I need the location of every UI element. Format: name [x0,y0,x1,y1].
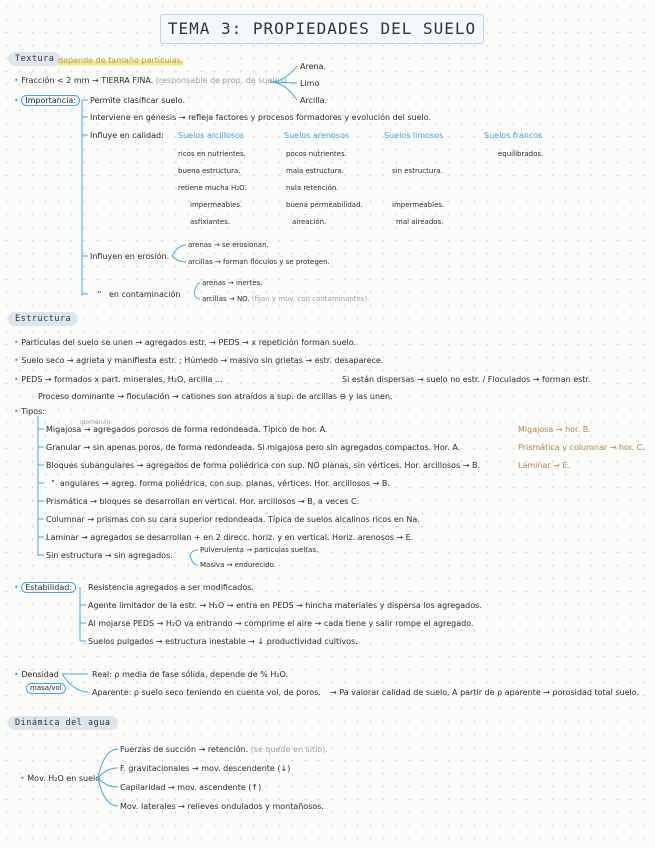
fraccion-label: Fracción < 2 mm [21,76,90,85]
influye-label: Influye en calidad: [90,131,164,140]
importancia-item-2: Interviene en génesis → refleja factores y procesos formadores y evolución del suelo. [90,113,432,122]
densidad-aparente-right: → Pa valorar calidad de suelo. A partir de ρ aparente → porosidad total suelo. [330,688,640,697]
importancia-item-1: Permite clasificar suelo. [90,96,185,105]
francos-1: equilibrados. [498,150,544,158]
contaminacion-2 [202,295,369,304]
col-head-arenosos: Suelos arenosos [284,131,350,140]
estabilidad-2: Agente limitador de la estr. → H₂O → entra en PEDS → hincha materiales y dispersa los agregados. [88,601,482,610]
section-header-textura: Textura [8,52,61,66]
sin-estructura-2: Masiva → endurecido. [200,561,276,569]
arenosos-1: pocos nutrientes. [286,150,347,158]
textura-note: depende de tamaño partículas. [58,56,184,65]
contaminacion-2-note: (fijan y mov. con contaminantes). [251,295,370,303]
tipo-granular: Granular → sin apenas poros, de forma redondeada. Si migajosa pero sin agregados compactos. Hor. A. [46,443,461,452]
estructura-l2-text: Suelo seco → agrieta y manifiesta estr. ; Húmedo → masivo sin grietas → estr. desaparece. [21,356,384,365]
dinamica-item-3: Capilaridad → mov. ascendente (↑) [120,783,262,792]
tipo-angulares: " angulares → agreg. forma poliédrica, con sup. planas, vértices. Hor. arcillosos → B. [46,479,390,488]
col-head-limosos: Suelos limosos [384,131,444,140]
section-header-dinamica: Dinámica del agua [8,716,118,730]
col-head-arcillosos: Suelos arcillosos [178,131,245,140]
section-header-estructura: Estructura [8,312,78,326]
tipo-migajosa: Migajosa → agregados porosos de forma redondeada. Típico de hor. A. [46,425,328,434]
tipo-sin-estructura: Sin estructura → sin agregados. [46,551,173,560]
estructura-line-4: Proceso dominante → floculación → cationes son atraídos a sup. de arcillas ⊖ y las unen. [38,392,393,401]
contaminacion-2-text: arcillas → NO. [202,295,250,303]
estabilidad-label: Estabilidad: [21,582,76,593]
dinamica-item-2: F. gravitacionales → mov. descendente (↓) [120,764,291,773]
tierra-fina: TIERRA FINA. [101,76,154,85]
contaminacion-label: en contaminación [108,290,181,299]
col-head-francos: Suelos francos [484,131,543,140]
page-title: TEMA 3: PROPIEDADES DEL SUELO [160,14,484,44]
estabilidad-4: Suelos pulgados → estructura inestable → ↓ productividad cultivos. [88,637,358,646]
limosos-1: sin estructura. [392,167,443,175]
arenosos-4: buena permeabilidad. [286,201,363,209]
arena-label: Arena. [300,62,327,71]
right-note-2: Prismática y columnar → hor. C. [518,443,645,452]
dinamica-item-1-text: Fuerzas de succión → retención. [120,745,249,754]
densidad-aparente: Aparente: ρ suelo seco teniendo en cuenta vol. de poros. [92,688,321,697]
estabilidad-line: • Estabilidad: [14,583,76,593]
tipo-angulares-text: angulares → agreg. forma poliédrica, con sup. planas, vértices. Hor. arcillosos → B. [59,479,390,488]
tipos-label: Tipos: [21,407,45,416]
estructura-line-2: • Suelo seco → agrieta y manifiesta estr. ; Húmedo → masivo sin grietas → estr. desaparece. [14,356,384,365]
arcilla-label: Arcilla. [300,96,328,105]
right-note-3: Laminar → E. [518,461,571,470]
arenosos-3: nula retención. [286,184,339,192]
estabilidad-3: Al mojarse PEDS → H₂O va entrando → comprime el aire → cada tiene y salir rompe el agregado. [88,619,474,628]
glomerulo-note: glomérulo [80,419,111,426]
arenosos-2: mala estructura. [286,167,345,175]
mov-line: • Mov. H₂O en suelo [20,774,101,783]
sin-estructura-1: Pulverulenta → partículas sueltas. [200,546,319,554]
dinamica-item-4: Mov. laterales → relieves ondulados y montañosos. [120,802,324,811]
contaminacion-line: " en contaminación [90,290,181,299]
tipo-prismatica: Prismática → bloques se desarrollan en vertical. Hor. arcillosos → B, a veces C. [46,497,360,506]
estabilidad-1: Resistencia agregados a ser modificados. [88,583,254,592]
limo-label: Limo [300,79,320,88]
importancia-label: Importancia: [21,95,80,106]
densidad-real: Real: ρ media de fase sólida, depende de % H₂O. [92,670,289,679]
densidad-line: • Densidad [14,670,59,679]
tipo-columnar: Columnar → prismas con su cara superior redondeada. Típica de suelos alcalinos ricos en Na. [46,515,420,524]
arcillosos-4: impermeables. [190,201,243,209]
estructura-line-3-right: Si están dispersas → suelo no estr. / Floculados → forman estr. [342,375,591,384]
fraccion-line: • Fracción < 2 mm → TIERRA FINA. (responsable de prop. de suelos) [14,76,287,85]
estructura-l1-text: Partículas del suelo se unen → agregados estr. → PEDS → x repetición forman suelo. [21,338,357,347]
arcillosos-3: retiene mucha H₂O. [178,184,247,192]
limosos-3: mal aireados. [396,218,444,226]
arcillosos-1: ricos en nutrientes. [178,150,246,158]
mov-label: Mov. H₂O en suelo [27,774,101,783]
erosion-2: arcillas → forman flóculos y se protegen. [188,258,330,266]
densidad-sub: masa/vol [26,683,66,694]
estructura-line-1: • Partículas del suelo se unen → agregados estr. → PEDS → x repetición forman suelo. [14,338,357,347]
right-note-1: Migajosa → hor. B. [518,425,591,434]
erosion-1: arenas → se erosionan. [188,241,269,249]
densidad-label: Densidad [21,670,59,679]
erosion-label: Influyen en erosión. [90,252,170,261]
contaminacion-1: arenas → inertes. [202,279,263,287]
tipo-laminar: Laminar → agregados se desarrollan + en 2 direcc. horiz. y en vertical. Horiz. arenosos → E. [46,533,414,542]
tierra-fina-note: (responsable de prop. de suelos) [155,76,287,85]
dinamica-item-1 [120,745,328,755]
arcillosos-5: asfixiantes. [190,218,231,226]
estructura-line-3: • PEDS → formados x part. minerales, H₂O, arcilla ... [14,375,223,384]
arcillosos-2: buena estructura. [178,167,241,175]
tipos-label-line: • Tipos: [14,407,45,416]
estructura-l3-text: PEDS → formados x part. minerales, H₂O, arcilla ... [21,375,223,384]
tipo-bloques-subangulares: Bloques subangulares → agregados de forma poliédrica con sup. NO planas, sin vértices. Hor. arcillosos → B. [46,461,481,470]
arenosos-5: aireación. [292,218,327,226]
importancia-line: • Importancia: [14,96,80,106]
dinamica-item-1-note: (se quede en sitio). [250,745,328,754]
limosos-2: impermeables. [392,201,445,209]
